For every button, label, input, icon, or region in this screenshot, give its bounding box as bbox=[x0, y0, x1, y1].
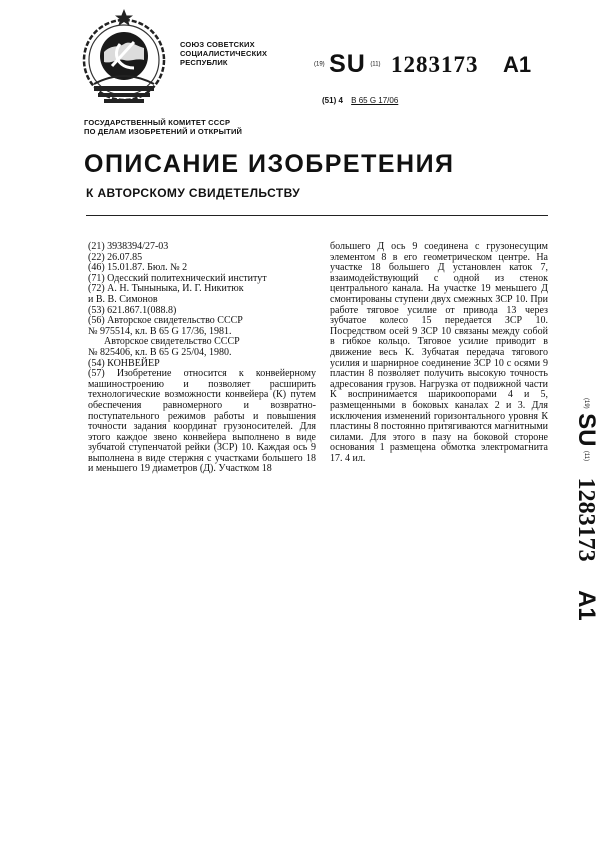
bib-line: (46) 15.01.87. Бюл. № 2 bbox=[88, 262, 188, 274]
committee-line: ГОСУДАРСТВЕННЫЙ КОМИТЕТ СССР bbox=[84, 118, 231, 127]
country-code: SU bbox=[329, 50, 366, 78]
inid-code-19: (19) bbox=[314, 61, 325, 68]
patent-number-block bbox=[314, 50, 531, 79]
inid-code-11: (11) bbox=[370, 61, 381, 68]
side-inid-code-11: (11) bbox=[583, 450, 589, 462]
bib-line: (22) 26.07.85 bbox=[88, 251, 143, 263]
header-divider bbox=[86, 215, 548, 216]
vertical-patent-number bbox=[560, 398, 604, 688]
ipc-class: В 65 G 17/06 bbox=[351, 96, 399, 105]
bib-line: № 975514, кл. В 65 G 17/36, 1981. bbox=[88, 325, 232, 337]
bib-line: и В. В. Симонов bbox=[88, 293, 158, 305]
committee-header bbox=[84, 118, 242, 136]
country-line: СОЮЗ СОВЕТСКИХ bbox=[180, 40, 255, 49]
document-subtitle: К АВТОРСКОМУ СВИДЕТЕЛЬСТВУ bbox=[86, 186, 301, 200]
bib-line: Авторское свидетельство СССР bbox=[104, 336, 240, 348]
bib-line: (21) 3938394/27-03 bbox=[88, 241, 169, 252]
country-line: РЕСПУБЛИК bbox=[180, 58, 228, 67]
ipc-classification bbox=[322, 96, 398, 105]
committee-line: ПО ДЕЛАМ ИЗОБРЕТЕНИЙ И ОТКРЫТИЙ bbox=[84, 127, 243, 136]
bib-line: (53) 621.867.1(088.8) bbox=[88, 304, 177, 316]
bib-line: (72) А. Н. Тыныныка, И. Г. Никитюк bbox=[88, 283, 244, 295]
patent-number: 1283173 bbox=[391, 51, 479, 77]
ipc-code-label: (51) 4 bbox=[322, 96, 343, 105]
side-document-kind: A1 bbox=[573, 590, 600, 621]
bib-line: (54) КОНВЕЙЕР bbox=[88, 357, 160, 369]
left-column bbox=[88, 242, 316, 475]
side-patent-number: 1283173 bbox=[573, 477, 600, 562]
bibliographic-data bbox=[88, 242, 316, 369]
bib-line: № 825406, кл. В 65 G 25/04, 1980. bbox=[88, 346, 232, 358]
document-kind: A1 bbox=[502, 51, 532, 77]
abstract-text-left: (57) Изобретение относится к конвейерному машиностроению и позволяет расширить технологические возможности конвейера (К) путем обеспечения равномерного и возвратно-поступательного режимов работы и повышения точности задания координат грузоносителей. Для этого каждое звено конвейера выполнено в виде зубчатой ступенчатой рейки (ЗСР) 10. Каждая ось 9 выполнена в виде стержня с участками большего 18 и меньшего 19 диаметров (Д). Участком 18 bbox=[88, 368, 316, 475]
country-line: СОЦИАЛИСТИЧЕСКИХ bbox=[180, 49, 268, 58]
right-column bbox=[330, 242, 548, 464]
side-country-code: SU bbox=[573, 413, 600, 447]
country-header bbox=[180, 40, 267, 67]
bib-line: (56) Авторское свидетельство СССР bbox=[88, 315, 243, 327]
document-title: ОПИСАНИЕ ИЗОБРЕТЕНИЯ bbox=[84, 150, 455, 178]
state-emblem-icon bbox=[78, 8, 170, 106]
bib-line: (71) Одесский политехнический институт bbox=[88, 272, 267, 284]
side-inid-code-19: (19) bbox=[583, 398, 589, 409]
abstract-text-right: большего Д ось 9 соединена с грузонесущим элементом 8 в его геометрическом центре. На участке 18 большего Д установлен каток 7, взаимодействующий с одной из стенок центрального канала. На участке 19 меньшего Д смонтированы ступени двух смежных ЗСР 10. При работе тяговое усилие от привода 13 через зубчатое колесо 15 передается ЗСР 10. Посредством осей 9 ЗСР 10 связаны между собой в гибкое кольцо. Тяговое усилие приводит в движение весь К. Зубчатая передача тягового усилия и шарнирное соединение ЗСР 10 с осями 9 пластин 8 позволяет получить высокую точность адресования грузов. Нагрузка от подвижной части К воспринимается шарикоопорами 4 и 5, размещенными в боковых каналах 2 и 3. Для исключения изменений горизонтального уровня К пластины 8 постоянно притягиваются магнитными силами. Для этого в пазу на боковой стороне основания 1 размещена обмотка электромагнита 17. 4 ил. bbox=[330, 241, 548, 464]
